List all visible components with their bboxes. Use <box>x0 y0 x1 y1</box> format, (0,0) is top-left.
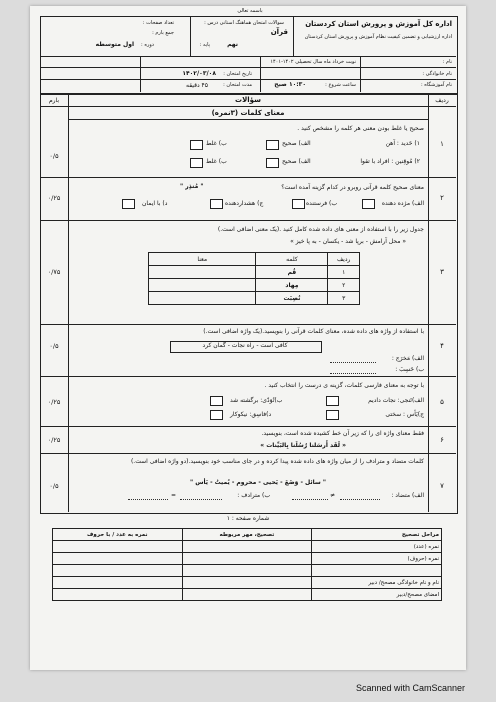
table-row: نام و نام خانوادگی مصحح/ دبیر <box>53 577 442 589</box>
q3-prompt: جدول زیر را با استفاده از معنی های داده شده کامل کنید .(یک معنی اضافی است.) <box>217 226 424 233</box>
q6-number: ۶ <box>440 436 444 444</box>
questions-heading: سؤالات <box>235 96 261 104</box>
exam-title: سوالات امتحان هماهنگ استانی درس : <box>204 20 284 26</box>
org-title: اداره کل آموزش و پرورش استان کردستان <box>305 20 452 28</box>
table-row <box>53 565 442 577</box>
q2-prompt: معنای صحیح کلمه قرآنی روبرو در کدام گزینه آمده است؟ <box>281 184 424 191</box>
table-row: امضای مصحح/دبیر <box>53 589 442 601</box>
q5-number: ۵ <box>440 398 444 406</box>
q7-prompt: کلمات متضاد و مترادف را از میان واژه های داده شده پیدا کرده و در جای مناسب خود بنویسید.(دو واژه اضافی است.) <box>130 458 424 465</box>
q6-prompt: فقط معنای واژه ای را که زیر آن خط کشیده شده است، بنویسید. <box>261 430 424 437</box>
header-top-text: باسمه تعالی <box>237 8 263 14</box>
q5-option-a-checkbox[interactable] <box>326 396 339 406</box>
q4-answer-b[interactable] <box>330 373 376 374</box>
q3-answer-2[interactable] <box>149 279 256 292</box>
q7-score: ۰/۵ <box>49 482 59 490</box>
q5-option-d-checkbox[interactable] <box>210 410 223 420</box>
q7-antonym-2[interactable] <box>292 499 328 500</box>
exam-time: ۱۰:۳۰ صبح <box>274 81 306 88</box>
q4-answer-a[interactable] <box>330 362 376 363</box>
q4-choices: کافی است - راه نجات - گمان کرد <box>202 342 288 349</box>
q4-score: ۰/۵ <box>49 342 59 350</box>
q4-number: ۴ <box>440 342 444 350</box>
q1-score: ۰/۵ <box>49 152 59 160</box>
grading-table: مراحل تصحیح تصحیح، مهر مربوطه نمره به عدد / با حروف نمره (عدد) نمره (حروف) نام و نام خانوادگی مصحح/ دبیر امضای مصحح/دبیر <box>52 528 442 601</box>
note-line: نوبت خرداد ماه سال تحصیلی ۱۴۰۲-۱۴۰۱ <box>270 59 356 65</box>
q7-choices: " سائل - وَضَعَ - یَحیی - محروم - یُمیتُ - یَأس " <box>189 479 326 486</box>
exam-date: ۱۴۰۲/۰۳/۰۸ <box>182 70 216 77</box>
q1-item2-true-checkbox[interactable] <box>266 158 279 168</box>
q2-score: ۰/۲۵ <box>47 194 61 202</box>
q3-answer-1[interactable] <box>149 266 256 279</box>
q7-antonym-1[interactable] <box>340 499 380 500</box>
org-subtitle: اداره ارزشیابی و تضمین کیفیت نظام آموزش و پرورش استان کردستان <box>304 34 452 40</box>
table-row: ۱ قُم <box>149 266 360 279</box>
table-row: ۳ نُصِبَت <box>149 292 360 305</box>
q1-item1-false-checkbox[interactable] <box>190 140 203 150</box>
q1-prompt: صحیح یا غلط بودن معنی هر کلمه را مشخص کنید . <box>297 125 424 132</box>
q5-score: ۰/۲۵ <box>47 398 61 406</box>
q7-synonym-1[interactable] <box>180 499 222 500</box>
q6-score: ۰/۲۵ <box>47 436 61 444</box>
q3-score: ۰/۷۵ <box>47 268 61 276</box>
q3-table: ردیف کلمه معنا ۱ قُم ۲ مِهاد ۳ نُصِبَت <box>148 252 360 305</box>
q2-option-d-checkbox[interactable] <box>122 199 135 209</box>
q2-number: ۲ <box>440 194 444 202</box>
q6-verse: « لَقَد أَرسَلنا رُسُلَنا بِالبَیِّنات » <box>260 442 346 449</box>
q5-option-c-checkbox[interactable] <box>326 410 339 420</box>
q3-choices: « محل آرامش - برپا شد - یکسان - به پا خیز » <box>290 238 406 245</box>
q3-number: ۳ <box>440 268 444 276</box>
q2-option-c-checkbox[interactable] <box>210 199 223 209</box>
q3-answer-3[interactable] <box>149 292 256 305</box>
q2-option-a-checkbox[interactable] <box>362 199 375 209</box>
grade: نهم <box>227 41 238 48</box>
scanner-watermark: Scanned with CamScanner <box>356 683 466 693</box>
subject: قرآن <box>270 28 288 36</box>
table-row: ۲ مِهاد <box>149 279 360 292</box>
page-number: شماره صفحه : ۱ <box>226 515 270 522</box>
q5-option-b-checkbox[interactable] <box>210 396 223 406</box>
q1-item1-true-checkbox[interactable] <box>266 140 279 150</box>
q1-number: ۱ <box>440 140 444 148</box>
q4-prompt: با استفاده از واژه های داده شده، معنای کلمات قرآنی را بنویسید.(یک واژه اضافی است.) <box>203 328 424 335</box>
exam-page: باسمه تعالی اداره کل آموزش و پرورش استان کردستان اداره ارزشیابی و تضمین کیفیت نظام آموزش و پرورش استان کردستان سوالات امتحان هماهنگ استانی درس : قرآن پایه : نهم دوره : اول متوسطه تعداد صفحات : جمع بارم : نام : نام خانوادگی : نام آموزشگاه : نوبت خرداد ماه سال تحصیلی ۱۴۰۲-۱۴۰۱ ساعت شروع : ۱۰:۳۰ صبح تاریخ امتحان : ۱۴۰۲/۰۳/۰۸ مدت امتحان : ۴۵ دقیقه ردیف سؤالات بارم معنای کلمات (۳نمره) ۱ ۰/۵ صحیح یا غلط بودن معنی هر کلمه را مشخص کنید . ۱) حَدید : آهن ۲) مُوقِنین : افراد با تقوا الف) صحیح ب) غلط الف) صحیح ب) غلط ۲ ۰/۲۵ معنای صحیح کلمه قرآنی روبرو در کدام گزینه آمده است؟ " مُنذِر " الف) مژده دهنده ب) فرستنده ج) هشداردهنده د) با ایمان ۳ ۰/۷۵ جدول زیر را با استفاده از معنی های داده شده کامل کنید .(یک معنی اضافی است.) « محل آرامش - برپا شد - یکسان - به پا خیز » ردیف کلمه معنا ۱ قُم ۲ مِهاد ۳ نُصِبَت ۴ ۰/۵ با استفاده از واژه های داده شده، معنای کلمات قرآنی را بنویسید.(یک واژه اضافی است.) کافی است - راه نجات - گمان کرد الف) مَخرَج : ب) حَسِبَ : ۵ ۰/۲۵ با توجه به معنای فارسی کلمات، گزینه ی درست را انتخاب کنید . الف)تَنجی: نجات دادیم ب)تُوَدّی: برگشته شد ج)یَأس : سختی د)فاسِق: نیکوکار ۶ ۰/۲۵ فقط معنای واژه ای را که زیر آن خط کشیده شده است، بنویسید. « لَقَد أَرسَلنا رُسُلَنا بِالبَیِّنات » ۷ ۰/۵ کلمات متضاد و مترادف را از میان واژه های داده شده پیدا کرده و در جای مناسب خود بنویسید.(دو واژه اضافی است.) " سائل - وَضَعَ - یَحیی - محروم - یُمیتُ - یَأس " الف) متضاد : ≠ ب) مترادف : = شماره صفحه : ۱ مراحل تصحیح تصحیح، مهر مربوطه نمره به عدد / با حروف نمره (عدد) نمره (حروف) نام و نام خانوادگی مصحح/ دبیر امضای مصحح/دبیر <box>30 6 466 670</box>
table-row: نمره (عدد) <box>53 541 442 553</box>
q1-item2-false-checkbox[interactable] <box>190 158 203 168</box>
q2-option-b-checkbox[interactable] <box>292 199 305 209</box>
section-title: معنای کلمات (۳نمره) <box>211 109 285 117</box>
q2-word: " مُنذِر " <box>180 183 204 190</box>
level: اول متوسطه <box>95 41 134 48</box>
exam-duration: ۴۵ دقیقه <box>186 82 208 89</box>
q5-prompt: با توجه به معنای فارسی کلمات، گزینه ی درست را انتخاب کنید . <box>264 382 424 389</box>
q7-number: ۷ <box>440 482 444 490</box>
table-row: نمره (حروف) <box>53 553 442 565</box>
q7-synonym-2[interactable] <box>128 499 168 500</box>
